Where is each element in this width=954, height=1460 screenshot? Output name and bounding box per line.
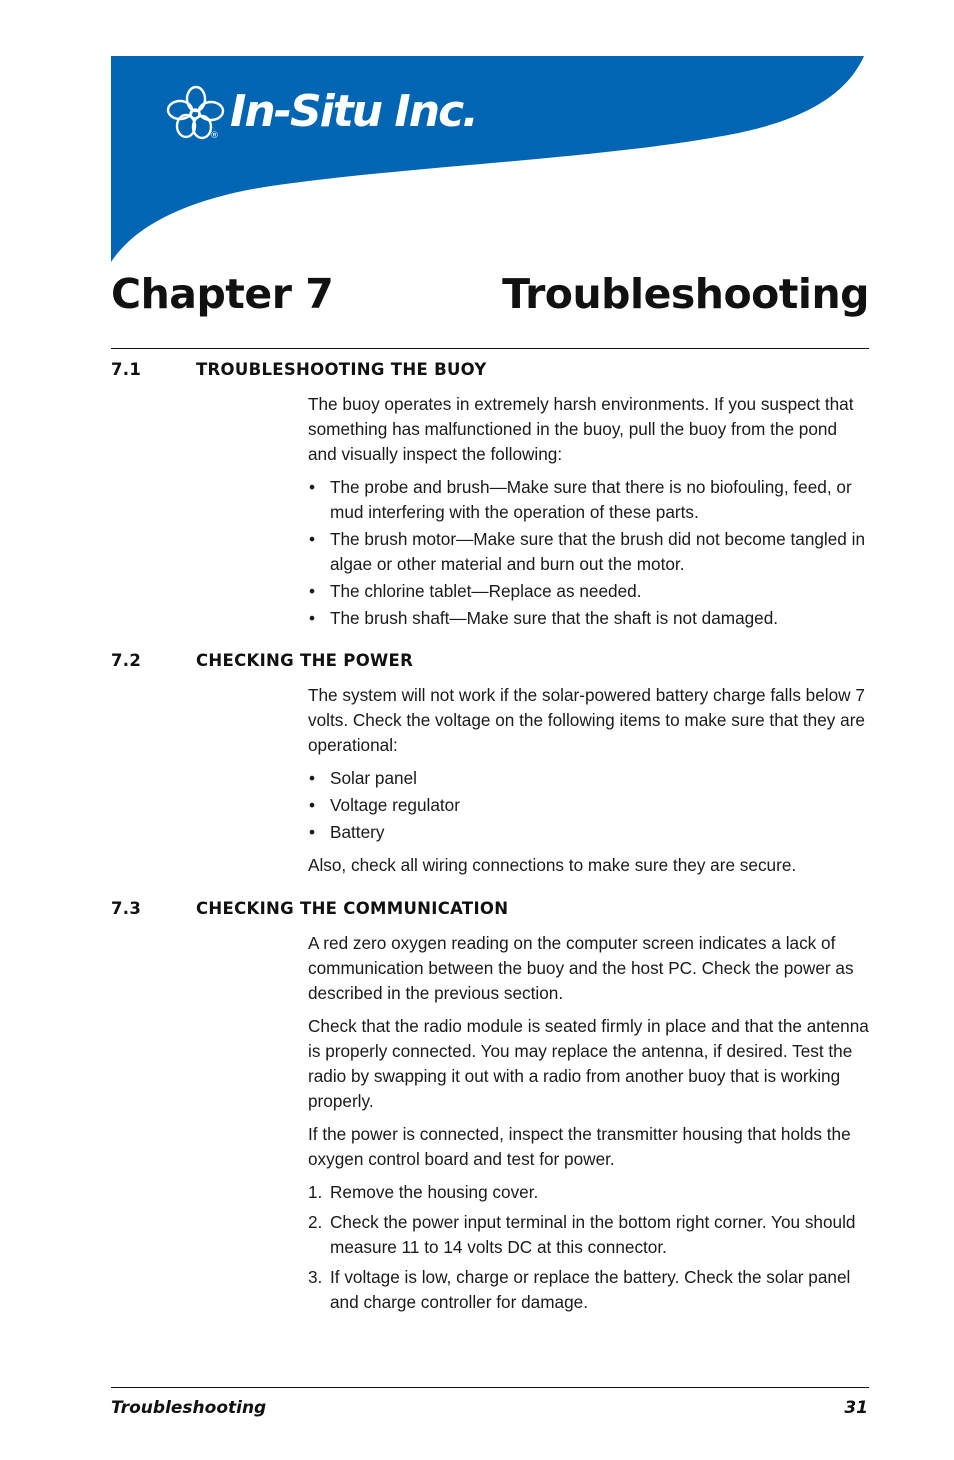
list-item [308, 527, 870, 577]
heading-rule [111, 348, 869, 349]
list-item [308, 1210, 870, 1260]
bullet-icon: • [309, 477, 316, 497]
list-item-text: Solar panel [330, 768, 417, 788]
list-item-text: The brush motor—Make sure that the brush did not become tangled in algae or other material and burn out the motor. [330, 529, 866, 574]
list-item [308, 1180, 870, 1205]
bullet-icon: • [309, 822, 316, 842]
paragraph: The system will not work if the solar-powered battery charge falls below 7 volts. Check the voltage on the following items to make sure that they are operational: [308, 685, 865, 755]
bullet-icon: • [309, 795, 316, 815]
list-item [308, 766, 870, 791]
bullet-list [308, 475, 870, 631]
section-number: 7.3 [111, 899, 142, 918]
step-number: 2. [308, 1212, 323, 1232]
list-item-text: If voltage is low, charge or replace the battery. Check the solar panel and charge controller for damage. [330, 1267, 851, 1312]
list-item-text: Battery [330, 822, 385, 842]
chapter-title: Troubleshooting [502, 270, 869, 318]
section-body [308, 392, 870, 639]
paragraph: Check that the radio module is seated firmly in place and that the antenna is properly connected. You may replace the antenna, if desired. Test the radio by swapping it out with a radio from another buoy that is working properly. [308, 1016, 869, 1111]
section-body [308, 931, 870, 1320]
list-item [308, 793, 870, 818]
step-number: 1. [308, 1182, 323, 1202]
paragraph: Also, check all wiring connections to make sure they are secure. [308, 855, 797, 875]
footer-section-name: Troubleshooting [111, 1398, 267, 1418]
paragraph: The buoy operates in extremely harsh environments. If you suspect that something has malfunctioned in the buoy, pull the buoy from the pond and visually inspect the following: [308, 394, 854, 464]
list-item [308, 475, 870, 525]
paragraph: If the power is connected, inspect the transmitter housing that holds the oxygen control board and test for power. [308, 1124, 851, 1169]
chapter-heading [111, 266, 869, 326]
section-body [308, 683, 870, 886]
bullet-icon: • [309, 581, 316, 601]
bullet-icon: • [309, 768, 316, 788]
list-item [308, 579, 870, 604]
flower-logo-icon [166, 84, 226, 140]
section-title: CHECKING THE COMMUNICATION [196, 899, 509, 918]
list-item-text: The chlorine tablet—Replace as needed. [330, 581, 642, 601]
bullet-icon: • [309, 608, 316, 628]
list-item-text: Voltage regulator [330, 795, 460, 815]
list-item-text: Remove the housing cover. [330, 1182, 539, 1202]
list-item-text: The probe and brush—Make sure that there is no biofouling, feed, or mud interfering with the operation of these parts. [330, 477, 852, 522]
section-title: TROUBLESHOOTING THE BUOY [196, 360, 487, 379]
company-logo [166, 84, 477, 140]
bullet-list [308, 766, 870, 845]
registered-mark: ® [210, 131, 219, 140]
footer-rule [111, 1387, 869, 1388]
paragraph: A red zero oxygen reading on the computer screen indicates a lack of communication between the buoy and the host PC. Check the power as described in the previous section. [308, 933, 854, 1003]
list-item-text: The brush shaft—Make sure that the shaft is not damaged. [330, 608, 779, 628]
section-title: CHECKING THE POWER [196, 651, 414, 670]
list-item [308, 606, 870, 631]
numbered-list [308, 1180, 870, 1315]
list-item [308, 820, 870, 845]
bullet-icon: • [309, 529, 316, 549]
section-number: 7.2 [111, 651, 142, 670]
list-item [308, 1265, 870, 1315]
chapter-label: Chapter 7 [111, 270, 334, 318]
company-logo-text: In-Situ Inc. [230, 86, 477, 137]
list-item-text: Check the power input terminal in the bottom right corner. You should measure 11 to 14 volts DC at this connector. [330, 1212, 856, 1257]
page-number: 31 [844, 1398, 868, 1418]
section-number: 7.1 [111, 360, 142, 379]
step-number: 3. [308, 1267, 323, 1287]
